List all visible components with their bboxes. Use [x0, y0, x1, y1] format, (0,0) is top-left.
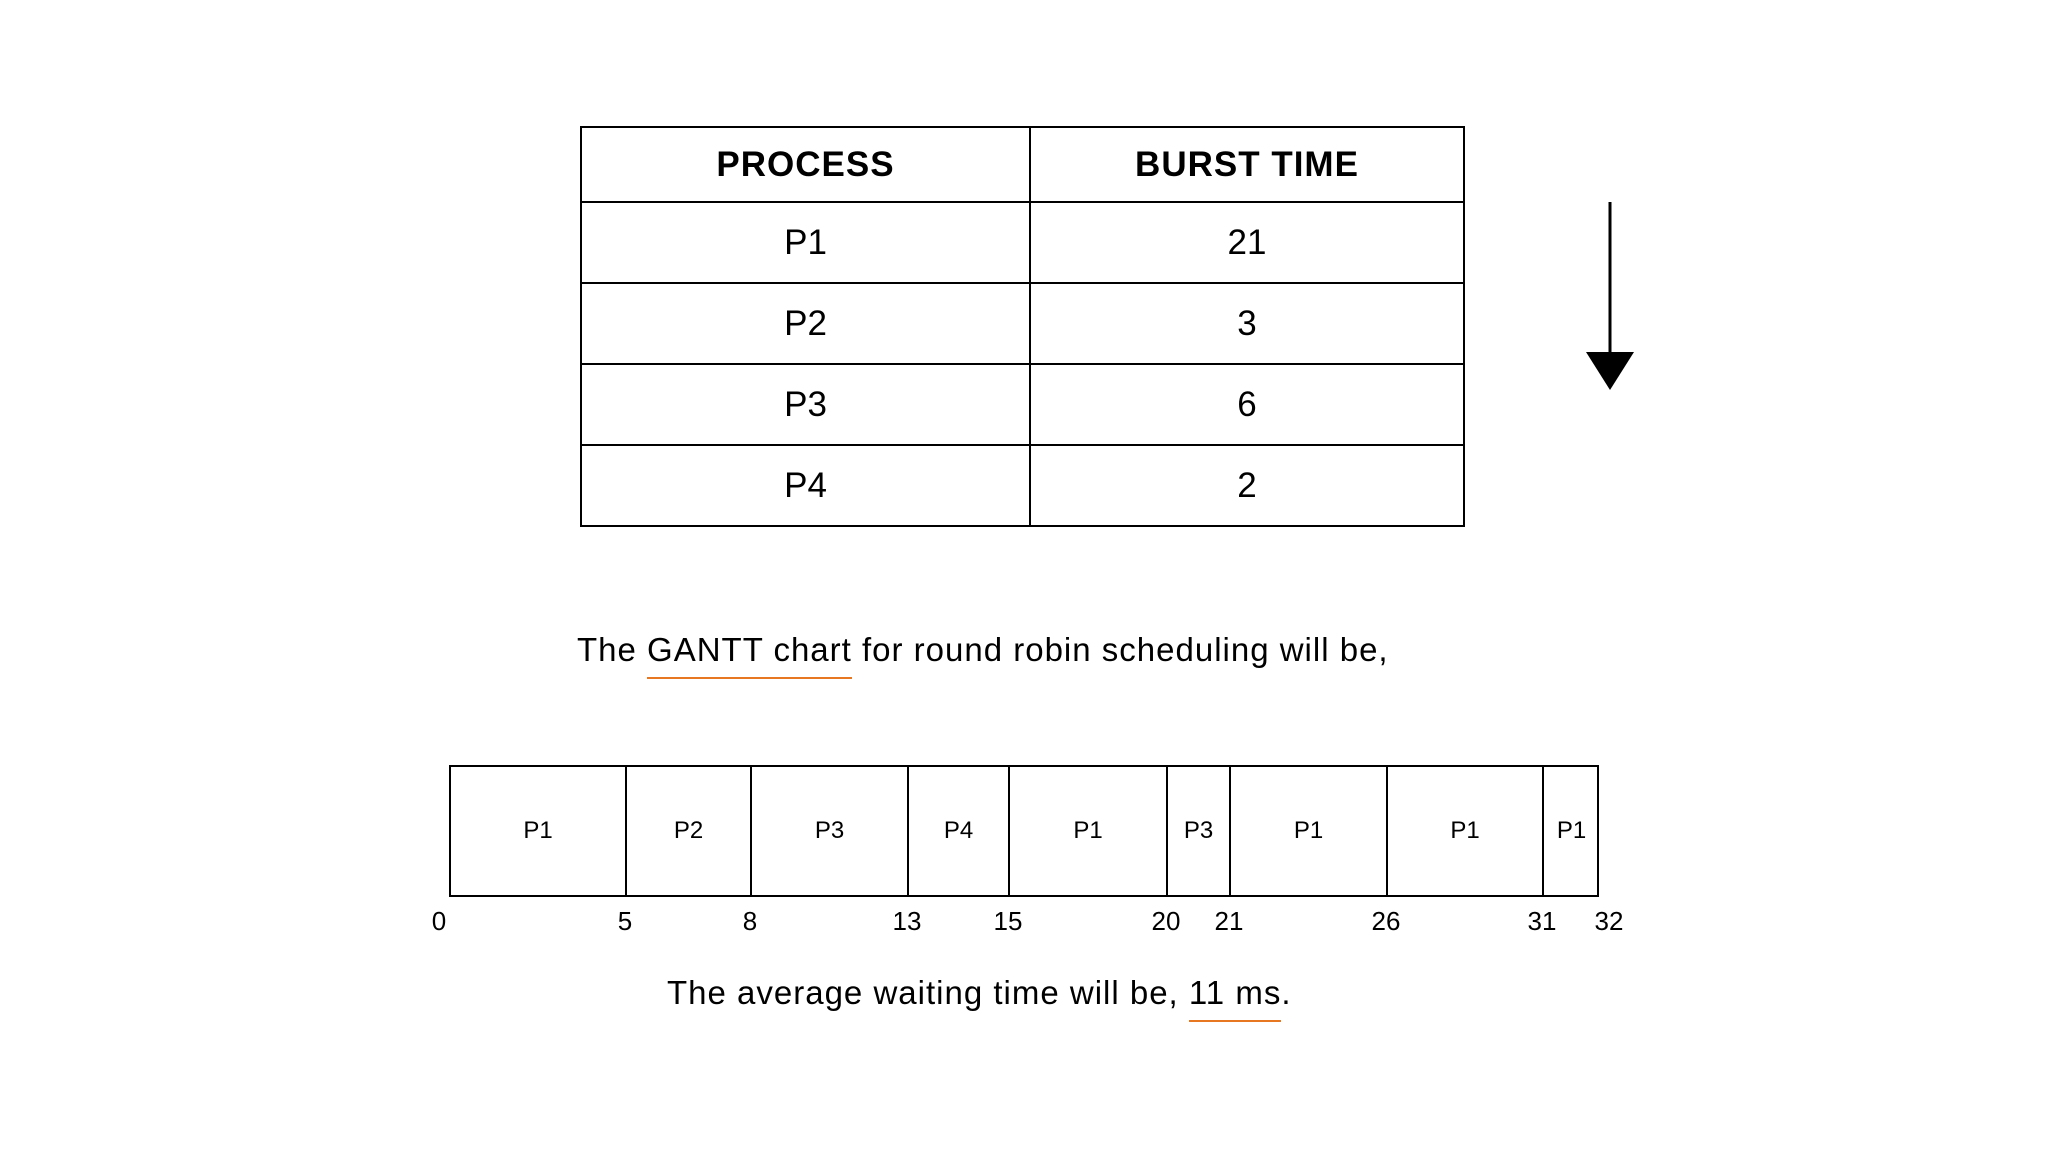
burst-time-cell: 2 [1030, 445, 1464, 526]
gantt-segment: P3 [1166, 765, 1229, 897]
gantt-end-border [1597, 765, 1599, 897]
table-row [581, 202, 1464, 283]
gantt-segment: P1 [1008, 765, 1166, 897]
gantt-time-tick: 5 [617, 906, 633, 936]
avg-suffix: . [1281, 974, 1292, 1011]
down-arrow-icon [1584, 202, 1636, 392]
gantt-intro-prefix: The [577, 631, 648, 668]
gantt-segment: P2 [625, 765, 750, 897]
gantt-segment: P4 [907, 765, 1008, 897]
gantt-chart-link[interactable]: GANTT chart [647, 630, 852, 679]
gantt-time-tick: 20 [1151, 906, 1181, 936]
table-header-row [581, 127, 1464, 202]
process-cell: P2 [581, 283, 1030, 364]
gantt-time-tick: 0 [431, 906, 447, 936]
gantt-chart [431, 765, 1624, 936]
gantt-segment: P1 [1542, 765, 1599, 897]
gantt-segment: P3 [750, 765, 907, 897]
gantt-time-tick: 15 [993, 906, 1023, 936]
avg-prefix: The average waiting time will be, [667, 974, 1189, 1011]
process-cell: P3 [581, 364, 1030, 445]
burst-time-cell: 3 [1030, 283, 1464, 364]
gantt-time-tick: 21 [1214, 906, 1244, 936]
gantt-segment: P1 [449, 765, 625, 897]
gantt-bar [449, 765, 1599, 897]
process-cell: P4 [581, 445, 1030, 526]
burst-time-cell: 6 [1030, 364, 1464, 445]
process-burst-table [580, 126, 1465, 527]
process-column-header: PROCESS [581, 127, 1030, 202]
process-cell: P1 [581, 202, 1030, 283]
gantt-segment: P1 [1386, 765, 1542, 897]
table-row [581, 445, 1464, 526]
gantt-intro-suffix: for round robin scheduling will be, [851, 631, 1389, 668]
avg-value-link[interactable]: 11 ms [1189, 973, 1281, 1022]
gantt-segment: P1 [1229, 765, 1386, 897]
gantt-intro-text [577, 630, 1389, 679]
gantt-time-tick: 32 [1594, 906, 1624, 936]
gantt-time-tick: 31 [1527, 906, 1557, 936]
burst-time-column-header: BURST TIME [1030, 127, 1464, 202]
gantt-time-tick: 26 [1371, 906, 1401, 936]
burst-time-cell: 21 [1030, 202, 1464, 283]
gantt-time-tick: 13 [892, 906, 922, 936]
gantt-time-tick: 8 [742, 906, 758, 936]
table-row [581, 283, 1464, 364]
table-row [581, 364, 1464, 445]
average-waiting-time-text [667, 973, 1292, 1022]
